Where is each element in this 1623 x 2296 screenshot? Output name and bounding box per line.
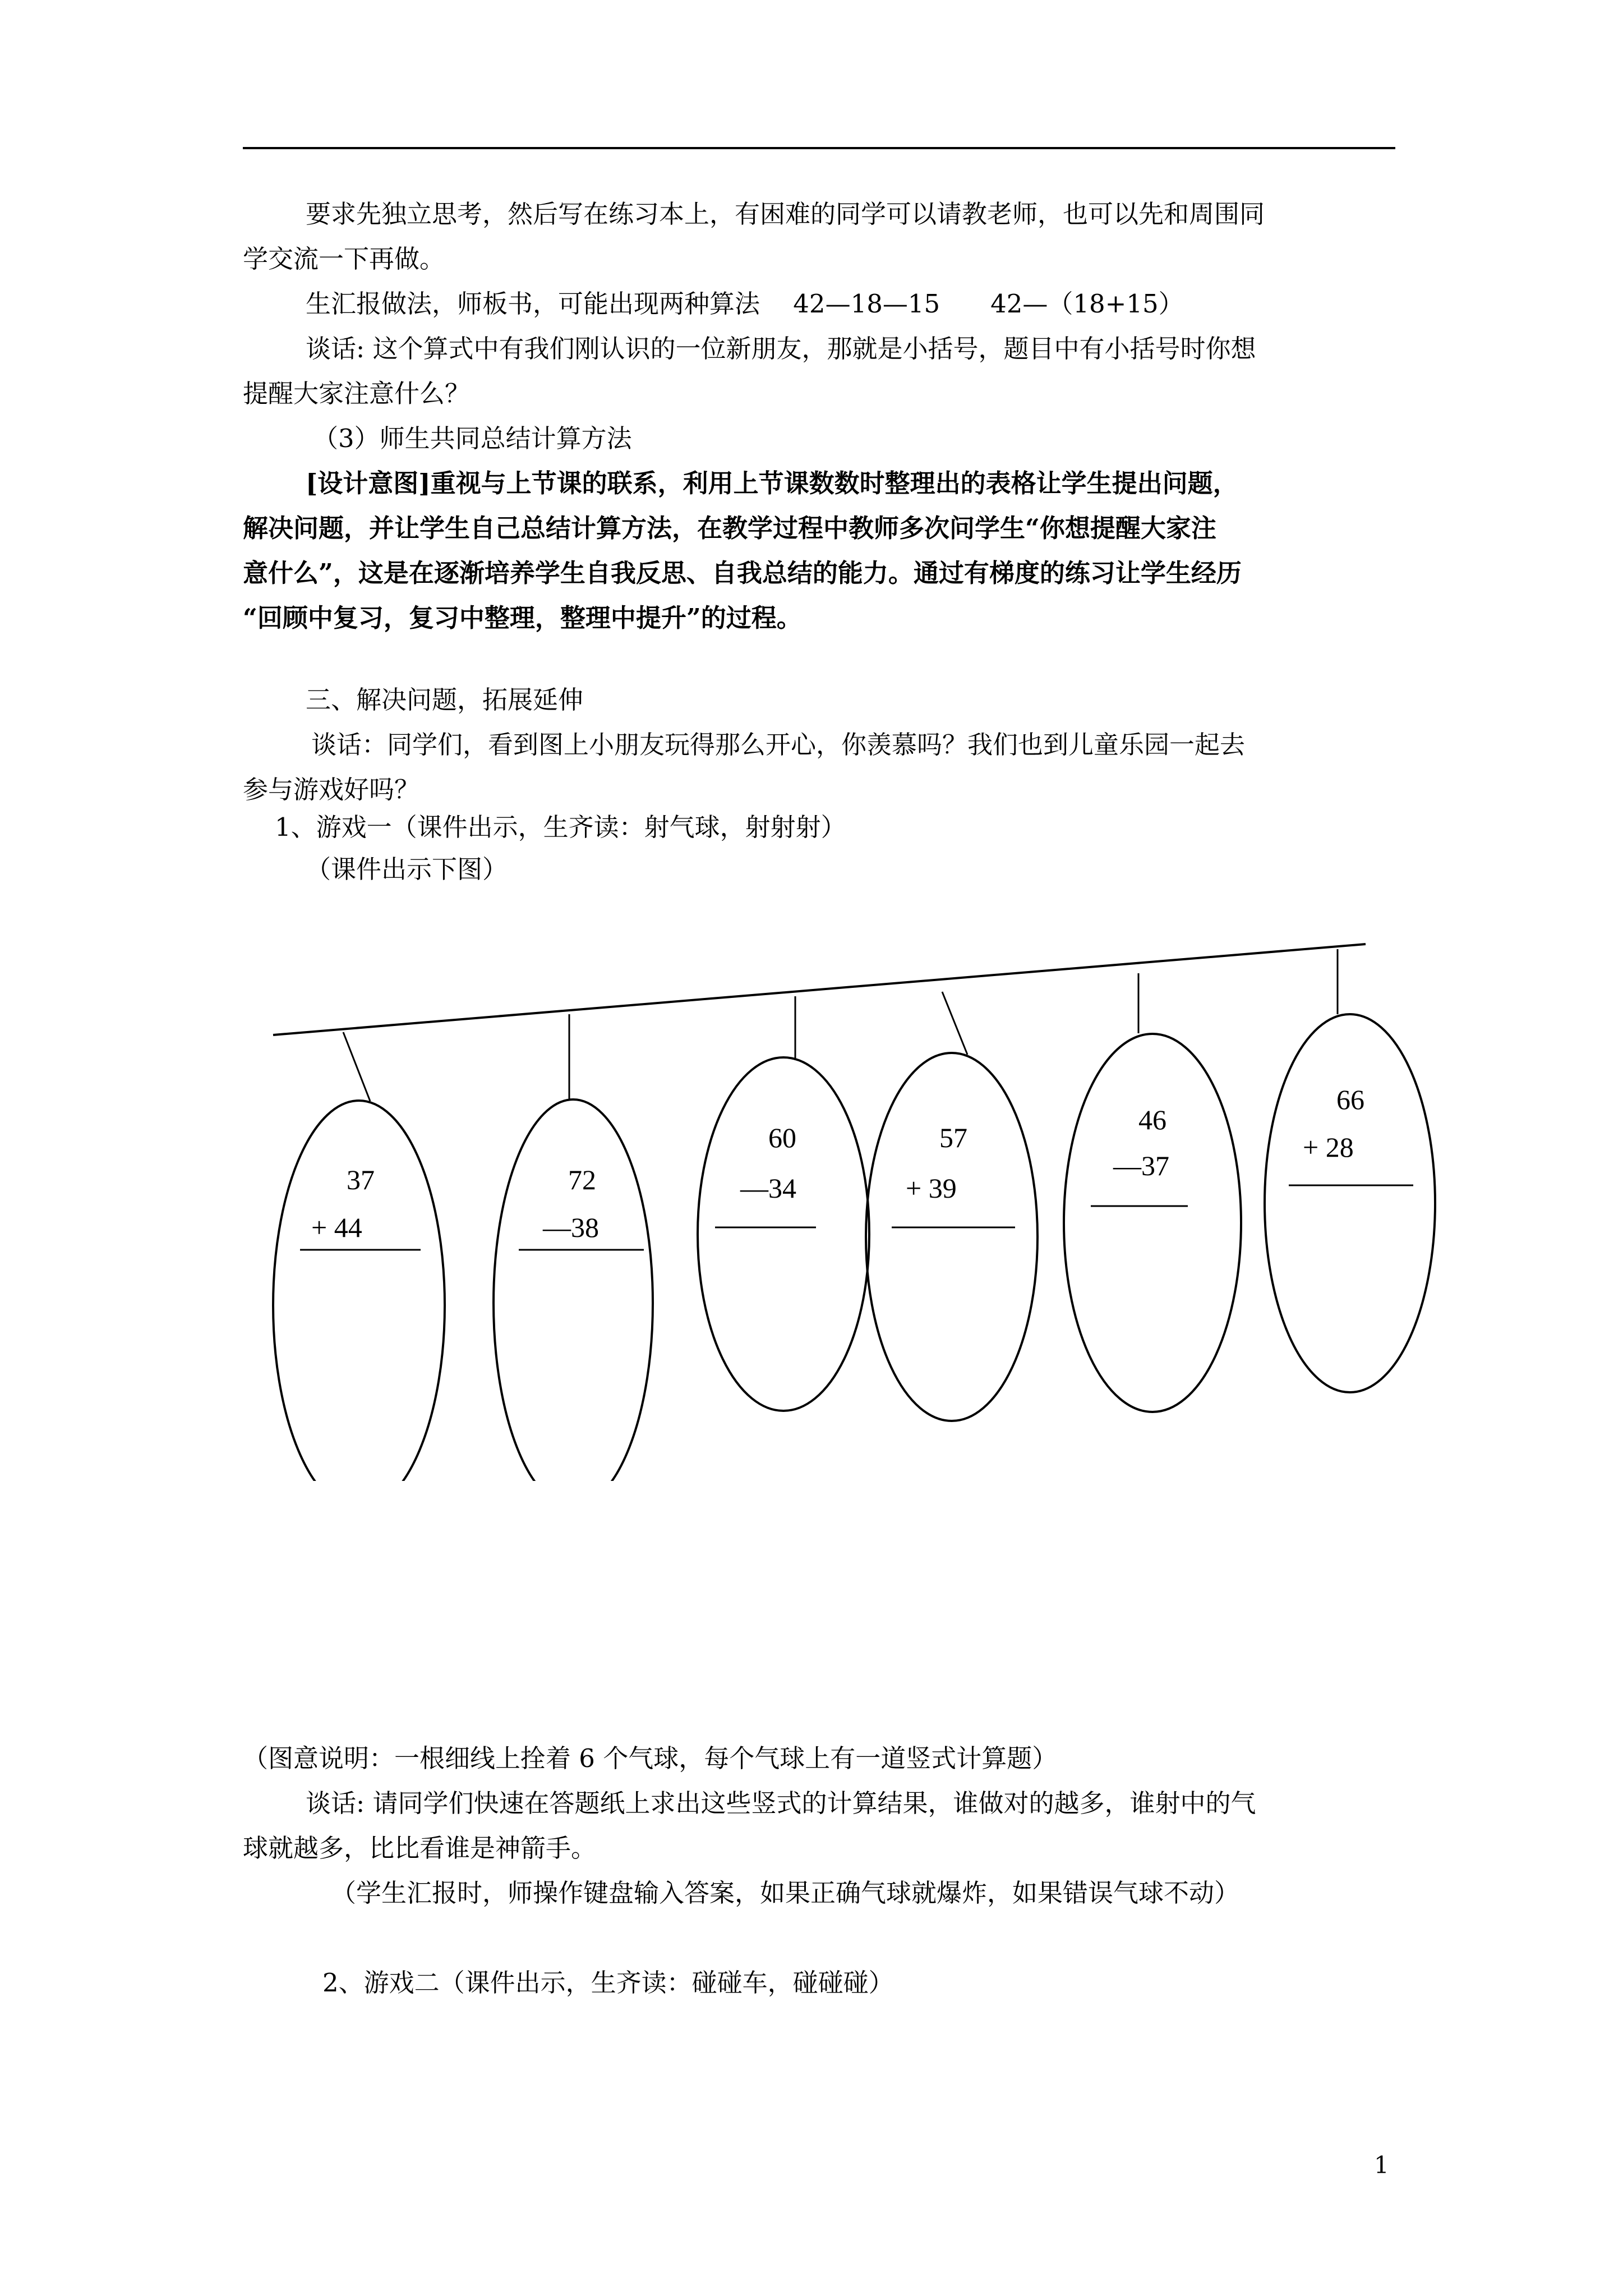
balloon-6-bottom: + 28 [1303,1131,1354,1163]
para-1-line-1: 要求先独立思考，然后写在练习本上，有困难的同学可以请教老师，也可以先和周围同 [306,199,1265,229]
design-intent-line-4: “回顾中复习，复习中整理，整理中提升”的过程。 [243,603,802,633]
balloon-diagram [0,920,1623,1481]
diagram-caption: （图意说明：一根细线上拴着 6 个气球，每个气球上有一道竖式计算题） [243,1743,1058,1773]
game-1-subtitle: （课件出示下图） [306,854,508,884]
talk-2-line-1: 谈话: 请同学们快速在答题纸上求出这些竖式的计算结果，谁做对的越多，谁射中的气 [306,1788,1256,1818]
balloon-3 [698,996,869,1411]
balloon-3-top: 60 [768,1122,796,1153]
design-intent-line-1: [设计意图]重视与上节课的联系，利用上节课数数时整理出的表格让学生提出问题， [306,468,1238,498]
header-rule [243,147,1395,149]
balloon-3-bottom: —34 [740,1172,796,1204]
balloon-1 [273,1032,445,1481]
balloon-2-top: 72 [568,1164,596,1195]
para-2: 生汇报做法，师板书，可能出现两种算法 42—18—15 42—（18+15） [306,289,1184,319]
section-3-heading: 三、解决问题，拓展延伸 [306,685,584,715]
page-number: 1 [1374,2151,1389,2179]
balloon-1-top: 37 [347,1164,375,1195]
balloon-6-top: 66 [1336,1084,1364,1115]
para-3-line-2: 提醒大家注意什么？ [243,379,471,408]
balloon-2-bottom: —38 [543,1212,599,1243]
talk-2-line-2: 球就越多，比比看谁是神箭手。 [243,1833,597,1863]
balloon-1-bottom: + 44 [311,1212,362,1243]
talk-line-1: 谈话：同学们，看到图上小朋友玩得那么开心，你羡慕吗？我们也到儿童乐园一起去 [311,730,1246,760]
para-4: （3）师生共同总结计算方法 [313,424,632,453]
balloon-4-top: 57 [939,1122,967,1153]
game-1-title: 1、游戏一（课件出示，生齐读：射气球，射射射） [275,812,846,842]
balloon-5-top: 46 [1138,1104,1166,1135]
design-intent-line-2: 解决问题，并让学生自己总结计算方法，在教学过程中教师多次问学生“你想提醒大家注 [243,513,1216,543]
balloon-4-bottom: + 39 [906,1172,957,1204]
string-line [273,944,1366,1035]
balloon-5 [1064,973,1241,1412]
para-1-line-2: 学交流一下再做。 [243,244,445,274]
balloon-4 [866,992,1038,1421]
balloon-2 [494,1014,653,1481]
report-line: （学生汇报时，师操作键盘输入答案，如果正确气球就爆炸，如果错误气球不动） [331,1878,1240,1908]
game-2-title: 2、游戏二（课件出示，生齐读：碰碰车，碰碰碰） [322,1968,894,1998]
balloon-5-bottom: —37 [1113,1150,1169,1181]
talk-line-2: 参与游戏好吗？ [243,775,420,804]
para-3-line-1: 谈话: 这个算式中有我们刚认识的一位新朋友，那就是小括号，题目中有小括号时你想 [306,334,1256,364]
design-intent-line-3: 意什么”，这是在逐渐培养学生自我反思、自我总结的能力。通过有梯度的练习让学生经历 [243,558,1242,588]
balloon-6 [1265,949,1435,1392]
